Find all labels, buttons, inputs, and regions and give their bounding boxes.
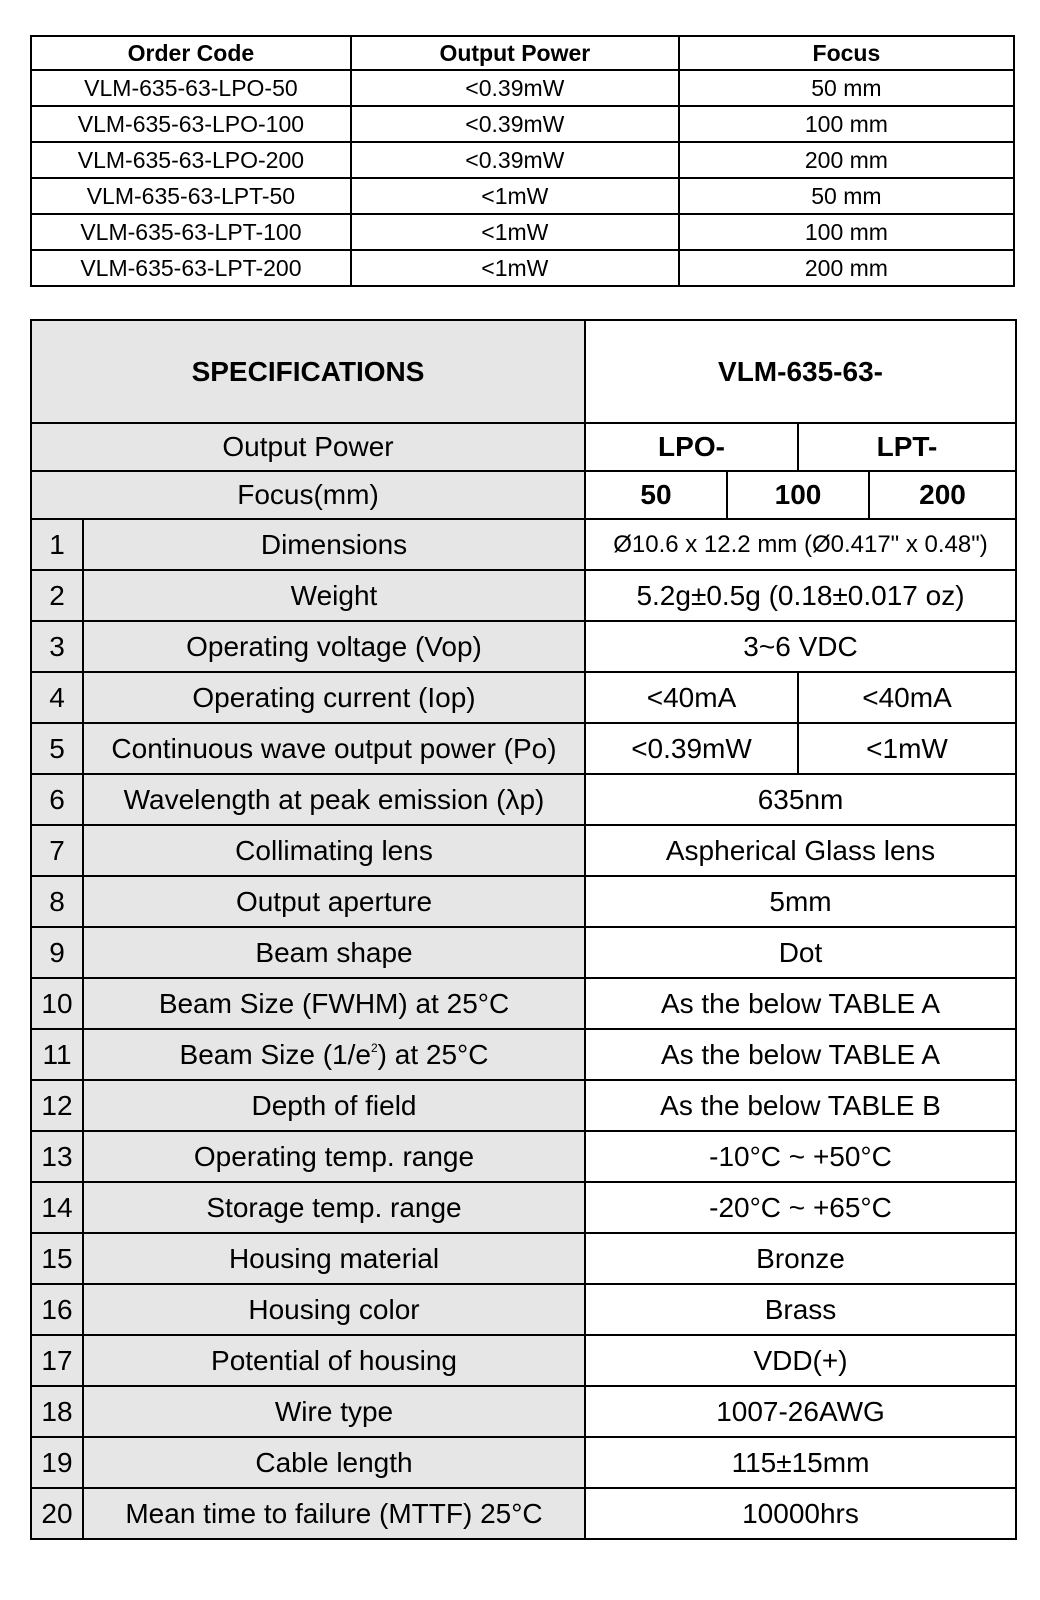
spec-label: Operating current (Iop) [83, 672, 585, 723]
spec-value: As the below TABLE B [585, 1080, 1016, 1131]
spec-value: 1007-26AWG [585, 1386, 1016, 1437]
table-row [31, 142, 1014, 178]
table-row [31, 723, 1016, 774]
spec-value-lpo: <40mA [585, 672, 798, 723]
focus-cell: 100 mm [679, 214, 1014, 250]
spec-label-part: Beam Size (1/e [179, 1038, 371, 1070]
table-row [31, 927, 1016, 978]
spec-value: Aspherical Glass lens [585, 825, 1016, 876]
spec-label: Housing material [83, 1233, 585, 1284]
spec-label: Weight [83, 570, 585, 621]
spec-value: 5.2g±0.5g (0.18±0.017 oz) [585, 570, 1016, 621]
row-number: 2 [31, 570, 83, 621]
spec-label: Housing color [83, 1284, 585, 1335]
order-table-header-row [31, 36, 1014, 70]
table-row [31, 1182, 1016, 1233]
table-row [31, 1029, 1016, 1080]
table-row [31, 178, 1014, 214]
spec-value: 5mm [585, 876, 1016, 927]
row-number: 20 [31, 1488, 83, 1539]
focus-label: Focus(mm) [31, 471, 585, 519]
row-number: 4 [31, 672, 83, 723]
row-number: 11 [31, 1029, 83, 1080]
spec-label: Dimensions [83, 519, 585, 570]
row-number: 3 [31, 621, 83, 672]
focus-cell: 200 mm [679, 142, 1014, 178]
row-number: 10 [31, 978, 83, 1029]
spec-label: Output aperture [83, 876, 585, 927]
row-number: 7 [31, 825, 83, 876]
focus-cell: 50 mm [679, 178, 1014, 214]
output-power-cell: <1mW [351, 178, 679, 214]
row-number: 1 [31, 519, 83, 570]
table-row [31, 774, 1016, 825]
output-power-cell: <0.39mW [351, 106, 679, 142]
spec-value: Bronze [585, 1233, 1016, 1284]
spec-label-part: ) at 25°C [377, 1038, 489, 1070]
row-number: 8 [31, 876, 83, 927]
row-number: 17 [31, 1335, 83, 1386]
table-row [31, 1233, 1016, 1284]
spec-value: Ø10.6 x 12.2 mm (Ø0.417" x 0.48") [585, 519, 1016, 570]
spec-label: Continuous wave output power (Po) [83, 723, 585, 774]
output-power-header: Output Power [351, 36, 679, 70]
output-power-cell: <0.39mW [351, 70, 679, 106]
row-number: 5 [31, 723, 83, 774]
spec-value: 115±15mm [585, 1437, 1016, 1488]
focus-value-100: 100 [727, 471, 869, 519]
table-row [31, 106, 1014, 142]
output-power-label: Output Power [31, 423, 585, 471]
spec-value: 3~6 VDC [585, 621, 1016, 672]
table-row [31, 876, 1016, 927]
lpo-header: LPO- [585, 423, 798, 471]
row-number: 15 [31, 1233, 83, 1284]
row-number: 13 [31, 1131, 83, 1182]
order-code-cell: VLM-635-63-LPO-100 [31, 106, 351, 142]
table-row [31, 978, 1016, 1029]
order-code-cell: VLM-635-63-LPT-50 [31, 178, 351, 214]
spec-label: Collimating lens [83, 825, 585, 876]
superscript: 2 [370, 1040, 378, 1055]
row-number: 9 [31, 927, 83, 978]
order-code-table [30, 35, 1015, 287]
table-row [31, 1386, 1016, 1437]
table-row [31, 1131, 1016, 1182]
focus-cell: 50 mm [679, 70, 1014, 106]
spec-label: Potential of housing [83, 1335, 585, 1386]
focus-cell: 100 mm [679, 106, 1014, 142]
row-number: 12 [31, 1080, 83, 1131]
table-row [31, 621, 1016, 672]
spec-label: Depth of field [83, 1080, 585, 1131]
order-code-cell: VLM-635-63-LPT-200 [31, 250, 351, 286]
table-row [31, 1080, 1016, 1131]
specifications-title: SPECIFICATIONS [31, 320, 585, 423]
order-code-header: Order Code [31, 36, 351, 70]
output-power-cell: <1mW [351, 214, 679, 250]
table-row [31, 825, 1016, 876]
focus-value-50: 50 [585, 471, 727, 519]
row-number: 6 [31, 774, 83, 825]
spec-label: Wavelength at peak emission (λp) [83, 774, 585, 825]
spec-label: Beam Size (FWHM) at 25°C [83, 978, 585, 1029]
row-number: 14 [31, 1182, 83, 1233]
spec-value-lpo: <0.39mW [585, 723, 798, 774]
spec-value-lpt: <40mA [798, 672, 1016, 723]
table-row [31, 672, 1016, 723]
table-row [31, 519, 1016, 570]
spec-value: -20°C ~ +65°C [585, 1182, 1016, 1233]
spec-label: Cable length [83, 1437, 585, 1488]
table-row [31, 250, 1014, 286]
output-power-cell: <1mW [351, 250, 679, 286]
spec-label: Operating voltage (Vop) [83, 621, 585, 672]
specifications-table [30, 319, 1017, 1540]
spec-label: Operating temp. range [83, 1131, 585, 1182]
spec-value: Dot [585, 927, 1016, 978]
spec-label: Beam shape [83, 927, 585, 978]
spec-value: As the below TABLE A [585, 1029, 1016, 1080]
table-row [31, 214, 1014, 250]
spec-label: Wire type [83, 1386, 585, 1437]
table-row [31, 70, 1014, 106]
table-row [31, 570, 1016, 621]
model-title: VLM-635-63- [585, 320, 1016, 423]
order-code-cell: VLM-635-63-LPO-50 [31, 70, 351, 106]
row-number: 16 [31, 1284, 83, 1335]
table-row [31, 1284, 1016, 1335]
spec-value: 10000hrs [585, 1488, 1016, 1539]
table-row [31, 1488, 1016, 1539]
spec-value: As the below TABLE A [585, 978, 1016, 1029]
table-row [31, 1335, 1016, 1386]
row-number: 19 [31, 1437, 83, 1488]
order-code-cell: VLM-635-63-LPO-200 [31, 142, 351, 178]
order-code-cell: VLM-635-63-LPT-100 [31, 214, 351, 250]
spec-value: -10°C ~ +50°C [585, 1131, 1016, 1182]
spec-value: Brass [585, 1284, 1016, 1335]
spec-label [83, 1029, 585, 1080]
spec-label: Mean time to failure (MTTF) 25°C [83, 1488, 585, 1539]
output-power-cell: <0.39mW [351, 142, 679, 178]
row-number: 18 [31, 1386, 83, 1437]
spec-label: Storage temp. range [83, 1182, 585, 1233]
lpt-header: LPT- [798, 423, 1016, 471]
spec-value-lpt: <1mW [798, 723, 1016, 774]
spec-value: 635nm [585, 774, 1016, 825]
table-row [31, 1437, 1016, 1488]
focus-value-200: 200 [869, 471, 1016, 519]
focus-header: Focus [679, 36, 1014, 70]
spec-value: VDD(+) [585, 1335, 1016, 1386]
focus-cell: 200 mm [679, 250, 1014, 286]
